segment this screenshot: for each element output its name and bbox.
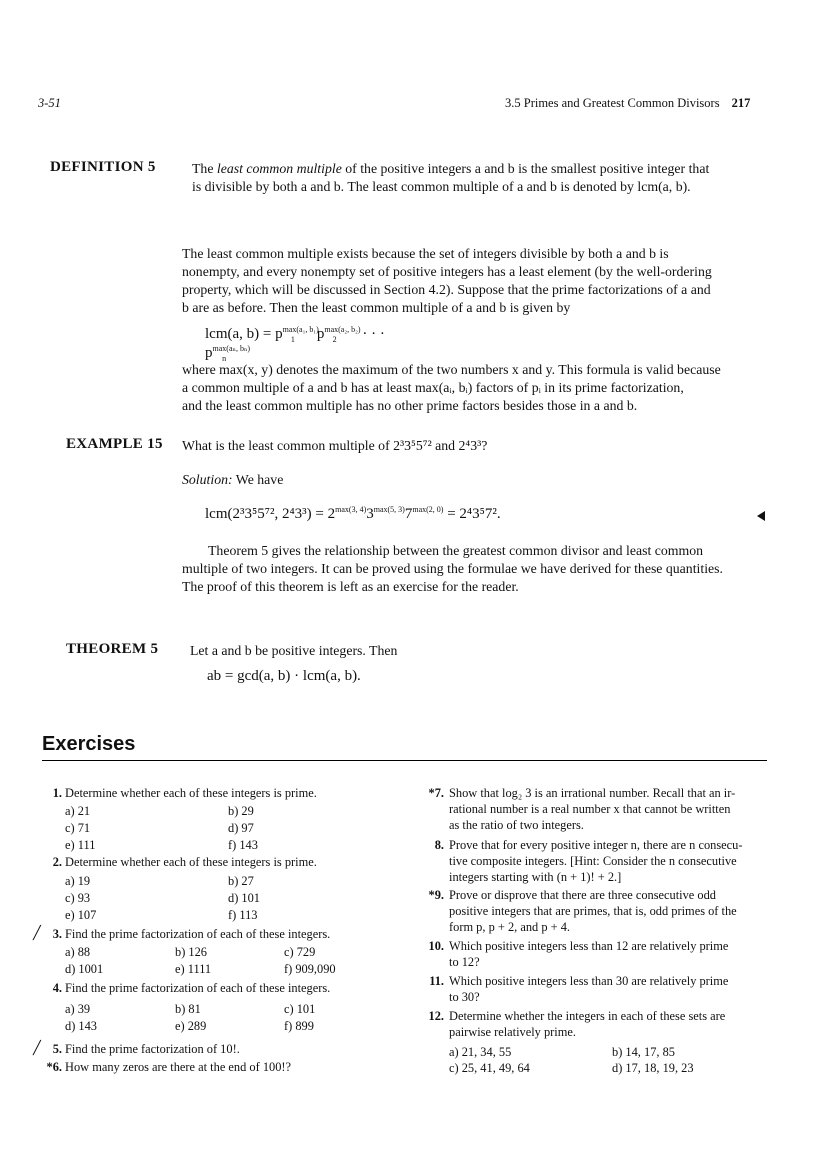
- exercise-part: d) 17, 18, 19, 23: [612, 1061, 694, 1075]
- exercise-part: a) 88: [65, 945, 91, 959]
- page-code: 3-51: [38, 96, 61, 110]
- exercise-number: 5.: [52, 1042, 62, 1056]
- pencil-check-icon: ╱: [33, 925, 41, 940]
- exercise-text: Prove that for every positive integer n, there are n consecu- tive composite integers. [Hint: Consider the n consecutive integers starting with (n + 1)! + 2.]: [449, 838, 743, 884]
- exercise-number: 2.: [52, 855, 62, 869]
- exercise-part: f) 113: [228, 908, 258, 922]
- exercise-part: a) 19: [65, 874, 91, 888]
- exercise-part: c) 101: [284, 1002, 316, 1016]
- exercise-part: c) 71: [65, 821, 91, 835]
- exercise-part: e) 1111: [175, 962, 212, 976]
- theorem-equation: ab = gcd(a, b) · lcm(a, b).: [207, 668, 361, 684]
- exercise-number: 4.: [52, 981, 62, 995]
- exercise-part: c) 93: [65, 891, 91, 905]
- exercise-text: Which positive integers less than 12 are relatively prime to 12?: [449, 939, 729, 969]
- definition-line-1: The least common multiple of the positive integers a and b is the smallest positive integer that: [192, 161, 710, 176]
- exercise-number: *7.: [428, 786, 444, 800]
- exercise-number: 11.: [429, 974, 444, 988]
- exercise-part: d) 101: [228, 891, 261, 905]
- exercise-text: Determine whether the integers in each of these sets are pairwise relatively prime.: [449, 1009, 726, 1039]
- exercise-number: *9.: [428, 888, 444, 902]
- exercise-part: d) 143: [65, 1019, 98, 1033]
- exercise-part: b) 29: [228, 804, 254, 818]
- exercise-text: Find the prime factorization of each of these integers.: [65, 927, 331, 941]
- exercise-number: *6.: [46, 1060, 62, 1074]
- exercise-part: a) 39: [65, 1002, 91, 1016]
- exercise-part: f) 899: [284, 1019, 314, 1033]
- exercise-number: 8.: [434, 838, 444, 852]
- exercise-number: 1.: [52, 786, 62, 800]
- section-title: 3.5 Primes and Greatest Common Divisors: [505, 96, 720, 110]
- exercise-number: 3.: [52, 927, 62, 941]
- exercise-text: Show that log₂ 3 is an irrational number. Recall that an ir- rational number is a real number x that cannot be written as the ratio of two integers.: [449, 786, 736, 832]
- exercise-part: b) 27: [228, 874, 254, 888]
- exercise-text: Which positive integers less than 30 are relatively prime to 30?: [449, 974, 729, 1004]
- paragraph-lcm-exists: The least common multiple exists because the set of integers divisible by both a and b is nonempty, and every nonempty set of positive integers has a least element (by the well-ordering property, which will be discussed in Section 4.2). Suppose that the prime factorizations of a and b are as before. Then the least common multiple of a and b is given by: [182, 246, 712, 315]
- exercise-text: Prove or disprove that there are three consecutive odd positive integers that are primes, that is, odd primes of the form p, p + 2, and p + 4.: [449, 888, 737, 934]
- exercise-part: a) 21: [65, 804, 91, 818]
- exercise-text: Determine whether each of these integers is prime.: [65, 786, 317, 800]
- definition-term: least common multiple: [216, 161, 342, 176]
- exercise-part: d) 97: [228, 821, 254, 835]
- exercise-part: b) 81: [175, 1002, 201, 1016]
- definition-line-2: is divisible by both a and b. The least common multiple of a and b is denoted by lcm(a, b).: [192, 179, 691, 194]
- lcm-formula: lcm(a, $b) = p^{max(a_1, b_1)}_1$ $p^{max(a_2, b_2)}_2$ · · · $p^{max(a_n, b_n)}_n$: [205, 325, 385, 363]
- example-solution: Solution: We have: [182, 472, 284, 487]
- exercise-part: d) 1001: [65, 962, 104, 976]
- exercise-text: Find the prime factorization of 10!.: [65, 1042, 240, 1056]
- exercise-part: a) 21, 34, 55: [449, 1045, 512, 1059]
- exercise-text: Determine whether each of these integers is prime.: [65, 855, 317, 869]
- paragraph-theorem-intro: Theorem 5 gives the relationship between the greatest common divisor and least common multiple of two integers. It can be proved using the formulae we have derived for these quantities. The proof of this theorem is left as an exercise for the reader.: [182, 543, 723, 594]
- exercises-title: Exercises: [42, 733, 136, 755]
- exercise-part: e) 289: [175, 1019, 207, 1033]
- exercise-part: f) 143: [228, 838, 258, 852]
- paragraph-max-explanation: where max(x, y) denotes the maximum of the two numbers x and y. This formula is valid because a common multiple of a and b has at least max(aᵢ, bᵢ) factors of pᵢ in its prime factorization, and the least common multiple has no other prime factors besides those in a and b.: [182, 362, 721, 413]
- exercise-part: f) 909,090: [284, 962, 336, 976]
- exercise-text: How many zeros are there at the end of 100!?: [65, 1060, 292, 1074]
- example-label: EXAMPLE 15: [66, 436, 163, 452]
- definition-label: DEFINITION 5: [50, 159, 156, 175]
- theorem-label: THEOREM 5: [66, 641, 159, 657]
- exercise-part: e) 107: [65, 908, 97, 922]
- exercise-number: 10.: [428, 939, 444, 953]
- exercise-part: c) 729: [284, 945, 316, 959]
- example-equation: lcm(2³3⁵5⁷², $2^43^3) = 2^{max(3, 4)}3^{max(5, 3)}7^{max(2, 0)} = 2^43^57^2$.: [205, 505, 501, 522]
- exercise-part: b) 126: [175, 945, 208, 959]
- exercise-part: c) 25, 41, 49, 64: [449, 1061, 530, 1075]
- example-question: What is the least common multiple of 2³3⁵5⁷² and 2⁴3³?: [182, 438, 488, 453]
- exercise-part: b) 14, 17, 85: [612, 1045, 675, 1059]
- page-number: 217: [731, 96, 751, 110]
- exercise-number: 12.: [428, 1009, 444, 1023]
- pencil-check-icon: ╱: [33, 1040, 41, 1055]
- exercise-text: Find the prime factorization of each of these integers.: [65, 981, 331, 995]
- exercise-part: e) 111: [65, 838, 96, 852]
- solution-label: Solution:: [182, 472, 233, 487]
- theorem-statement: Let a and b be positive integers. Then: [190, 643, 398, 658]
